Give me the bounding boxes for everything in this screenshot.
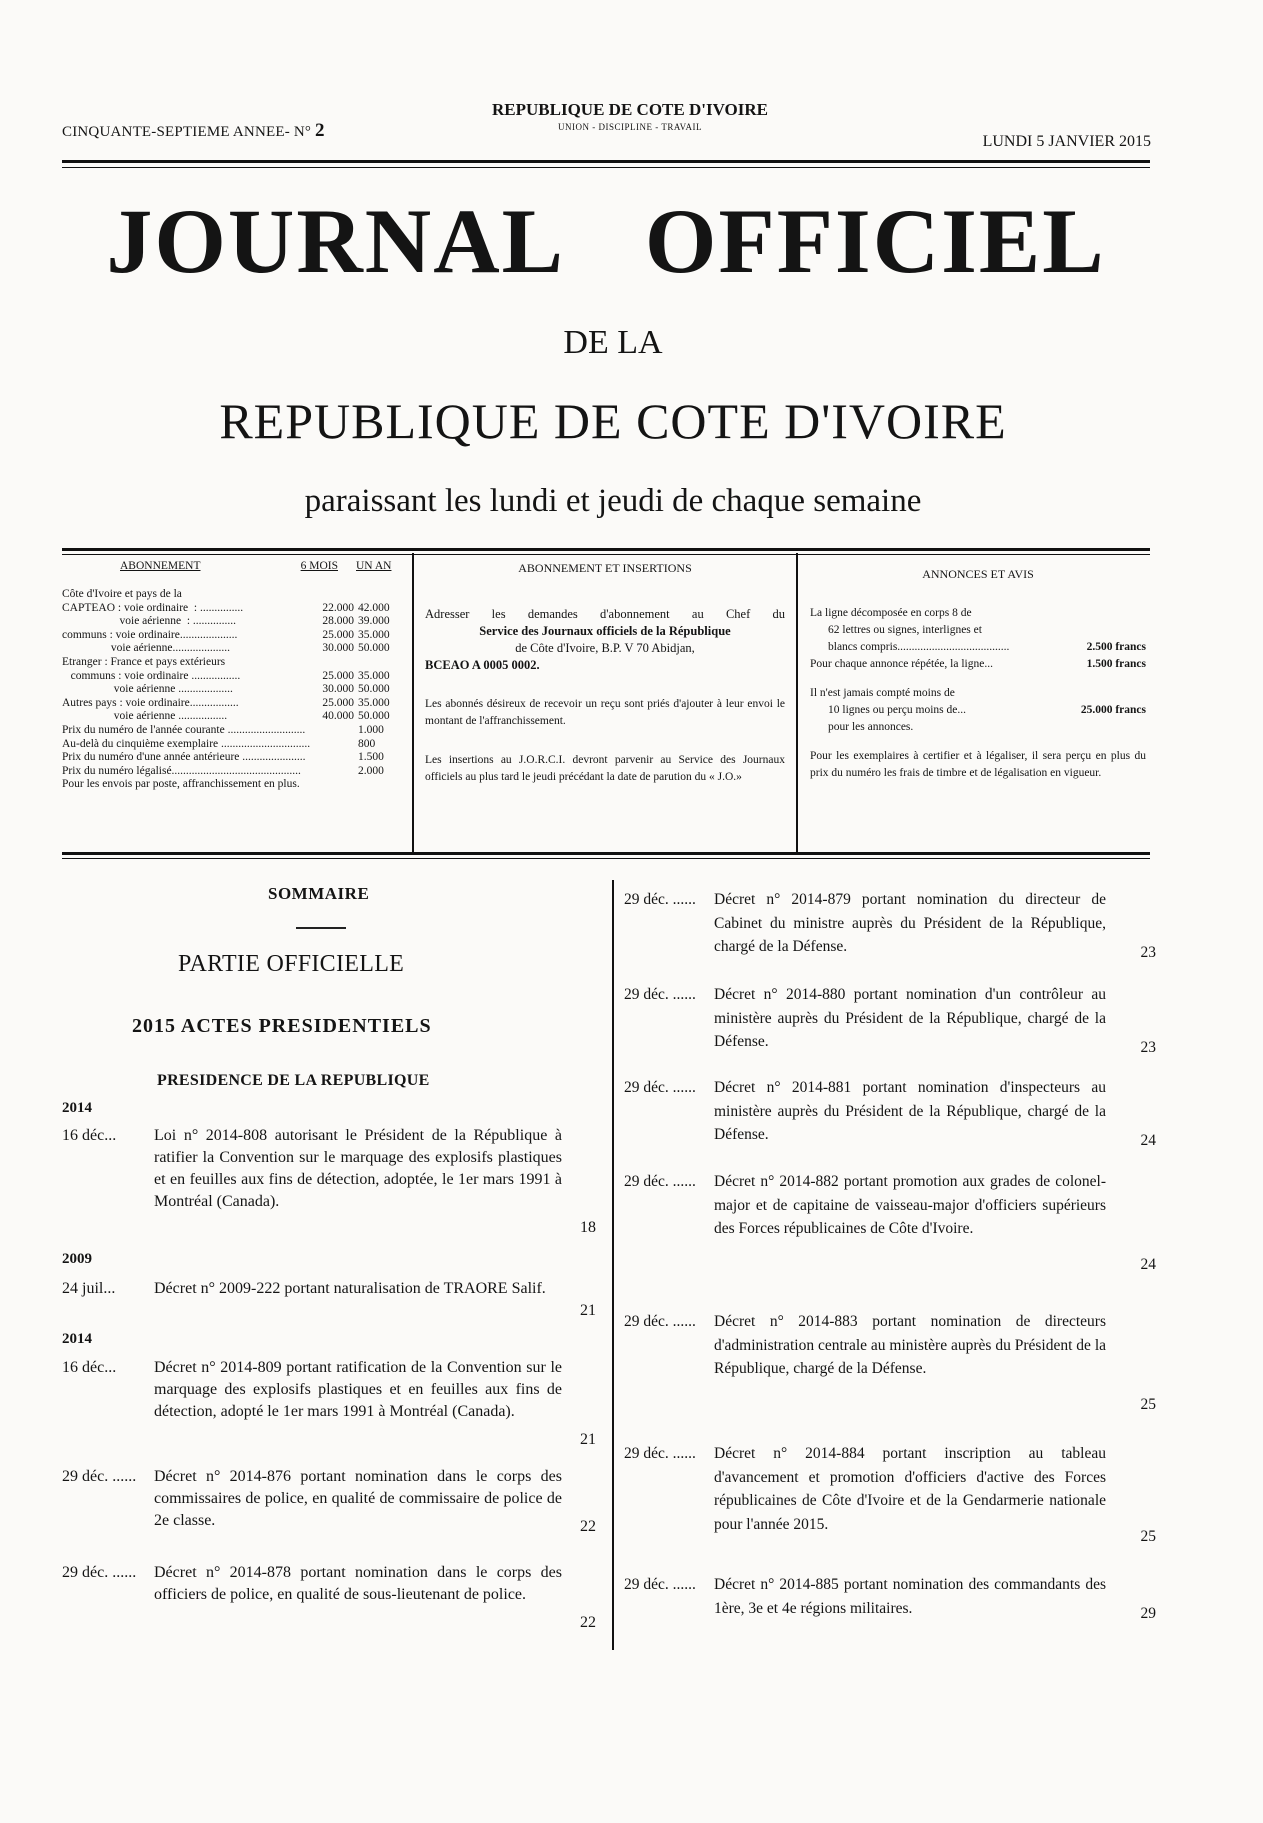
top-rule-thin [62,167,1150,168]
toc-entry-date: 29 déc. ...... [624,986,696,1003]
subscription-row-1an: 35.000 [358,696,390,709]
toc-entry-page: 25 [1140,1395,1156,1413]
subscription-row [62,629,402,643]
subscription-row-1an: 35.000 [358,669,390,682]
box-top-rule-thin [62,554,1150,555]
journal-title: JOURNAL OFFICIEL [106,190,1106,292]
motto: UNION - DISCIPLINE - TRAVAIL [558,122,702,132]
edition-line [62,120,325,142]
republic-name: REPUBLIQUE DE COTE D'IVOIRE [492,100,768,119]
toc-entry-text: Loi n° 2014-808 autorisant le Président de la République à ratifier la Convention sur le marquage des explosifs plastiques et en feuilles aux fins de détection, adoptée, le 1er mars 1991 à Montréal (Canada). [154,1127,562,1210]
toc-entry-date: 29 déc. ...... [62,1468,137,1485]
toc-entry-page: 22 [580,1518,596,1535]
subscription-row-1an: 50.000 [358,642,390,655]
subscription-intro: Côte d'Ivoire et pays de la [62,588,182,600]
toc-entry-page: 21 [580,1431,596,1448]
subscription-row-6mois: 28.000 [322,615,354,628]
subscription-row-label: voie aérienne ................. [62,710,228,723]
toc-entry-date: 29 déc. ...... [62,1564,137,1581]
subscription-row-6mois: 40.000 [322,710,354,723]
toc-entry-page: 22 [580,1614,596,1631]
toc-entry-date: 24 juil... [62,1280,116,1297]
toc-entry [624,1442,1156,1548]
subscription-row [62,697,402,711]
toc-entry-page: 21 [580,1302,596,1319]
issue-number: 2 [315,120,325,141]
actes-presidentiels: 2015 ACTES PRESIDENTIELS [132,1015,432,1037]
subscription-row [62,670,402,684]
box-divider-2 [796,553,798,853]
subscription-row-1an: 800 [358,737,376,750]
box-bottom-rule-thin [62,858,1150,859]
subscription-row-label: Prix du numéro de l'année courante ........................... [62,723,306,736]
sommaire-rule [296,927,346,929]
subscription-row [62,778,402,792]
col-abonnement: ABONNEMENT [120,560,201,572]
insertions-block [425,560,785,786]
price-line: 2.500 francs [1086,641,1146,653]
subscription-row-1an: 1.000 [358,723,384,736]
issue-date: LUNDI 5 JANVIER 2015 [982,133,1151,150]
toc-entry-page: 23 [1140,1038,1156,1056]
subscription-row-label: Autres pays : voie ordinaire................. [62,696,239,709]
toc-year: 2009 [62,1251,92,1267]
subscription-row-1an: 1.500 [358,751,384,764]
de-la: DE LA [563,324,663,361]
subscription-row [62,683,402,697]
toc-entry [62,1278,596,1322]
subscription-row-6mois: 30.000 [322,642,354,655]
toc-entry-text: Décret n° 2014-881 portant nomination d'inspecteurs au ministère auprès du Président de la République, chargé de la Défense. [714,1079,1106,1143]
toc-entry [624,1076,1156,1152]
toc-entry-page: 29 [1140,1604,1156,1622]
subscription-row-6mois: 25.000 [322,696,354,709]
top-rule [62,160,1150,163]
toc-entry-page: 24 [1140,1255,1156,1273]
toc-entry-text: Décret n° 2014-876 portant nomination dans le corps des commissaires de police, en qualité de commissaire de police de 2e classe. [154,1468,562,1529]
subscription-header [62,560,402,578]
subscription-rows [62,602,402,792]
toc-entry [62,1125,596,1239]
sommaire-title: SOMMAIRE [268,884,370,903]
toc-entry [624,1573,1156,1625]
subscription-row-6mois: 22.000 [322,601,354,614]
toc-entry [62,1357,596,1451]
toc-entry-text: Décret n° 2014-879 portant nomination du directeur de Cabinet du ministre auprès du Président de la République, chargé de la Défense. [714,891,1106,955]
subscription-row-label: Pour les envois par poste, affranchissement en plus. [62,778,300,791]
price-minimum: 25.000 francs [1080,704,1146,716]
annonces-heading: ANNONCES ET AVIS [922,567,1034,581]
insertions-address: Adresser les demandes d'abonnement au Chef du Service des Journaux officiels de la République de Côte d'Ivoire, B.P. V 70 Abidjan, BCEAO A 0005 0002. [425,607,785,672]
frequency-line: paraissant les lundi et jeudi de chaque semaine [304,483,922,519]
box-top-rule [62,548,1150,551]
toc-entry-date: 16 déc... [62,1359,117,1376]
toc-entry-text: Décret n° 2014-882 portant promotion aux grades de colonel-major et de capitaine de vaisseau-major d'officiers supérieurs des Forces républicaines de Côte d'Ivoire. [714,1173,1106,1237]
subscription-row [62,642,402,656]
toc-entry-page: 23 [1140,943,1156,961]
subscription-row-1an: 50.000 [358,710,390,723]
subscription-row-6mois: 25.000 [322,669,354,682]
subscription-row-label: Au-delà du cinquième exemplaire ............................... [62,737,311,750]
toc-entry [624,1170,1156,1276]
toc-entry-text: Décret n° 2014-878 portant nomination dans le corps des officiers de police, en qualité de sous-lieutenant de police. [154,1564,562,1603]
toc-entry-text: Décret n° 2014-809 portant ratification de la Convention sur le marquage des explosifs plastiques et en feuilles aux fins de détection, adopté le 1er mars 1991 à Montréal (Canada). [154,1359,562,1420]
subscription-row-1an: 39.000 [358,615,390,628]
toc-entry-page: 24 [1140,1131,1156,1149]
republic-header [420,100,840,132]
subscription-row-label: CAPTEAO : voie ordinaire : ............... [62,601,244,614]
subscription-row-1an: 2.000 [358,764,384,777]
subscription-row-6mois: 25.000 [322,628,354,641]
toc-entry [624,983,1156,1059]
subscription-row-1an: 35.000 [358,628,390,641]
subscription-row-label: communs : voie ordinaire ................. [62,669,241,682]
toc-entry-date: 16 déc... [62,1127,117,1144]
toc-entry-text: Décret n° 2014-880 portant nomination d'un contrôleur au ministère auprès du Président de la République, chargé de la Défense. [714,986,1106,1050]
subscription-row [62,656,402,670]
subscription-row [62,751,402,765]
toc-entry-text: Décret n° 2014-883 portant nomination de directeurs d'administration centrale au ministère auprès du Président de la République, chargé de la Défense. [714,1313,1106,1377]
toc-entry [624,888,1156,964]
insertions-heading: ABONNEMENT ET INSERTIONS [518,561,692,575]
annonces-block: ANNONCES ET AVIS La ligne décomposée en corps 8 de 62 lettres ou signes, interlignes et blancs compris....................................... 2.500 francs Pour chaque annonce répétée, la ligne... 1.500 francs Il n'est jamais compté moins de 10 lignes ou perçu moins de... 25.000 francs pour les annonces. Pour les exemplaires à certifier et à légaliser, il sera perçu en plus du prix du numéro les frais de timbre et de légalisation en vigueur. [810,560,1146,782]
box-divider-1 [412,553,414,853]
subscription-row-1an: 50.000 [358,683,390,696]
subscription-row-label: communs : voie ordinaire.................... [62,628,238,641]
toc-entry-date: 29 déc. ...... [624,1079,696,1096]
toc-entry [62,1562,596,1634]
insertions-deadline: Les insertions au J.O.R.C.I. devront parvenir au Service des Journaux officiels au plus tard le jeudi précédant la date de parution du « J.O.» [425,754,785,783]
toc-entry-date: 29 déc. ...... [624,1313,696,1330]
box-bottom-rule [62,852,1150,855]
subscription-row-label: Prix du numéro légalisé............................................. [62,764,301,777]
toc-entry-page: 25 [1140,1527,1156,1545]
toc-year: 2014 [62,1331,92,1347]
toc-entry-date: 29 déc. ...... [624,1445,696,1462]
insertions-receipt: Les abonnés désireux de recevoir un reçu sont priés d'ajouter à leur envoi le montant de l'affranchissement. [425,698,785,727]
toc-entry [624,1310,1156,1416]
toc-entry-date: 29 déc. ...... [624,1173,696,1190]
subscription-row [62,765,402,779]
subscription-row-1an: 42.000 [358,601,390,614]
column-divider [612,880,614,1650]
subscription-row [62,724,402,738]
toc-entry-date: 29 déc. ...... [624,891,696,908]
legalisation-note: Pour les exemplaires à certifier et à légaliser, il sera perçu en plus du prix du numéro les frais de timbre et de légalisation en vigueur. [810,750,1146,779]
subscription-row-label: voie aérienne : ............... [62,615,237,628]
subscription-row-label: Etranger : France et pays extérieurs [62,655,226,668]
toc-year: 2014 [62,1100,92,1116]
col-6-mois: 6 MOIS [300,560,338,572]
price-repeat: 1.500 francs [1086,658,1146,670]
republic-title: REPUBLIQUE DE COTE D'IVOIRE [219,393,1007,449]
subscription-row-label: Prix du numéro d'une année antérieure ...................... [62,751,306,764]
subscription-row [62,602,402,616]
toc-entry-text: Décret n° 2009-222 portant naturalisation de TRAORE Salif. [154,1280,546,1297]
subscription-row [62,738,402,752]
edition-label: CINQUANTE-SEPTIEME ANNEE- N° [62,124,312,140]
subscription-row-6mois: 30.000 [322,683,354,696]
col-un-an: UN AN [356,560,392,572]
subscription-row [62,615,402,629]
toc-entry-text: Décret n° 2014-884 portant inscription au tableau d'avancement et promotion d'officiers d'active des Forces républicaines de Côte d'Ivoire et de la Gendarmerie nationale pour l'année 2015. [714,1445,1106,1533]
presidence-heading: PRESIDENCE DE LA REPUBLIQUE [157,1072,430,1089]
subscription-row-label: voie aérienne.................... [62,642,230,655]
subscription-row [62,710,402,724]
toc-entry-page: 18 [580,1219,596,1236]
toc-entry [62,1466,596,1538]
partie-officielle: PARTIE OFFICIELLE [178,951,405,977]
subscription-table [62,560,402,792]
toc-entry-date: 29 déc. ...... [624,1576,696,1593]
toc-entry-text: Décret n° 2014-885 portant nomination des commandants des 1ère, 3e et 4e régions militaires. [714,1576,1106,1617]
subscription-row-label: voie aérienne ................... [62,683,233,696]
